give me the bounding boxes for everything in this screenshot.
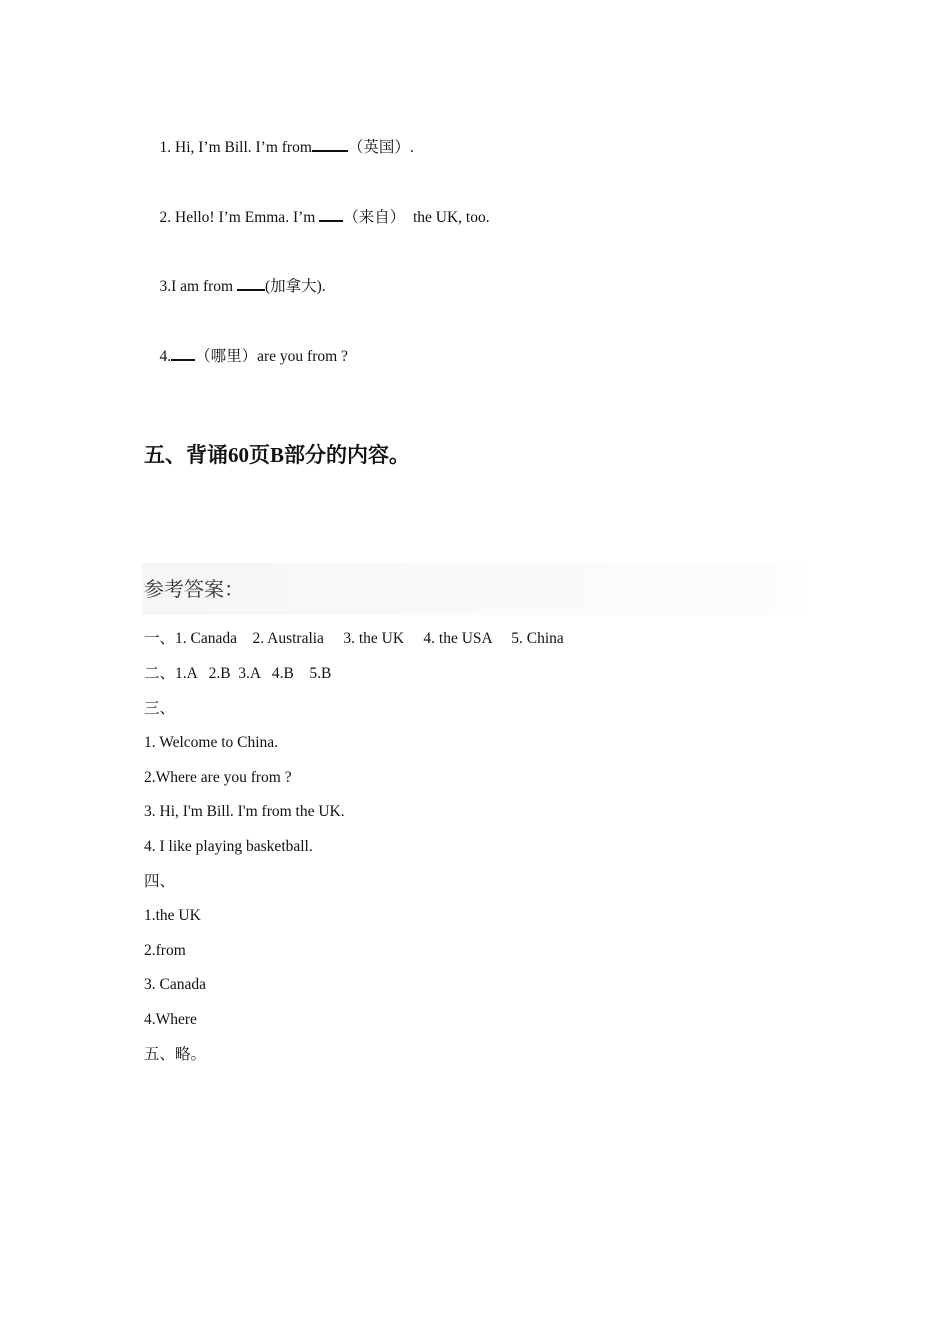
question-2 xyxy=(144,188,490,248)
answer-line: 2.from xyxy=(144,942,186,959)
answer-line: 1. Welcome to China. xyxy=(144,734,279,751)
answer-line: 五、略。 xyxy=(144,1046,207,1063)
question-4-text: 4. xyxy=(159,348,172,365)
answer-line: 2.Where are you from ? xyxy=(144,769,292,786)
question-2-hint: （来自） the UK, too. xyxy=(343,209,490,226)
answer-blank xyxy=(171,347,195,361)
answer-blank xyxy=(237,277,265,291)
answer-blank xyxy=(319,208,343,222)
question-3 xyxy=(144,257,326,317)
question-3-hint: (加拿大). xyxy=(264,278,326,295)
answer-line: 二、1.A 2.B 3.A 4.B 5.B xyxy=(144,665,332,682)
question-4-hint: （哪里）are you from ? xyxy=(195,348,348,365)
answer-line: 3. Hi, I'm Bill. I'm from the UK. xyxy=(144,803,345,820)
answer-blank xyxy=(312,138,348,152)
section-five-heading: 五、背诵60页B部分的内容。 xyxy=(144,443,411,467)
answer-line: 4.Where xyxy=(144,1011,197,1028)
question-1 xyxy=(144,118,414,178)
question-2-text: 2. Hello! I’m Emma. I’m xyxy=(159,209,320,226)
answer-key-title: 参考答案： xyxy=(144,579,244,601)
answer-line: 1.the UK xyxy=(144,907,201,924)
answer-line: 4. I like playing basketball. xyxy=(144,838,313,855)
answer-line: 三、 xyxy=(144,700,176,717)
answer-line: 3. Canada xyxy=(144,976,206,993)
question-1-hint: （英国）. xyxy=(347,139,414,156)
question-1-text: 1. Hi, I’m Bill. I’m from xyxy=(159,139,312,156)
answer-line: 一、1. Canada 2. Australia 3. the UK 4. the USA 5. China xyxy=(144,630,564,647)
question-3-text: 3.I am from xyxy=(159,278,237,295)
answer-line: 四、 xyxy=(144,873,176,890)
question-4 xyxy=(144,327,348,387)
